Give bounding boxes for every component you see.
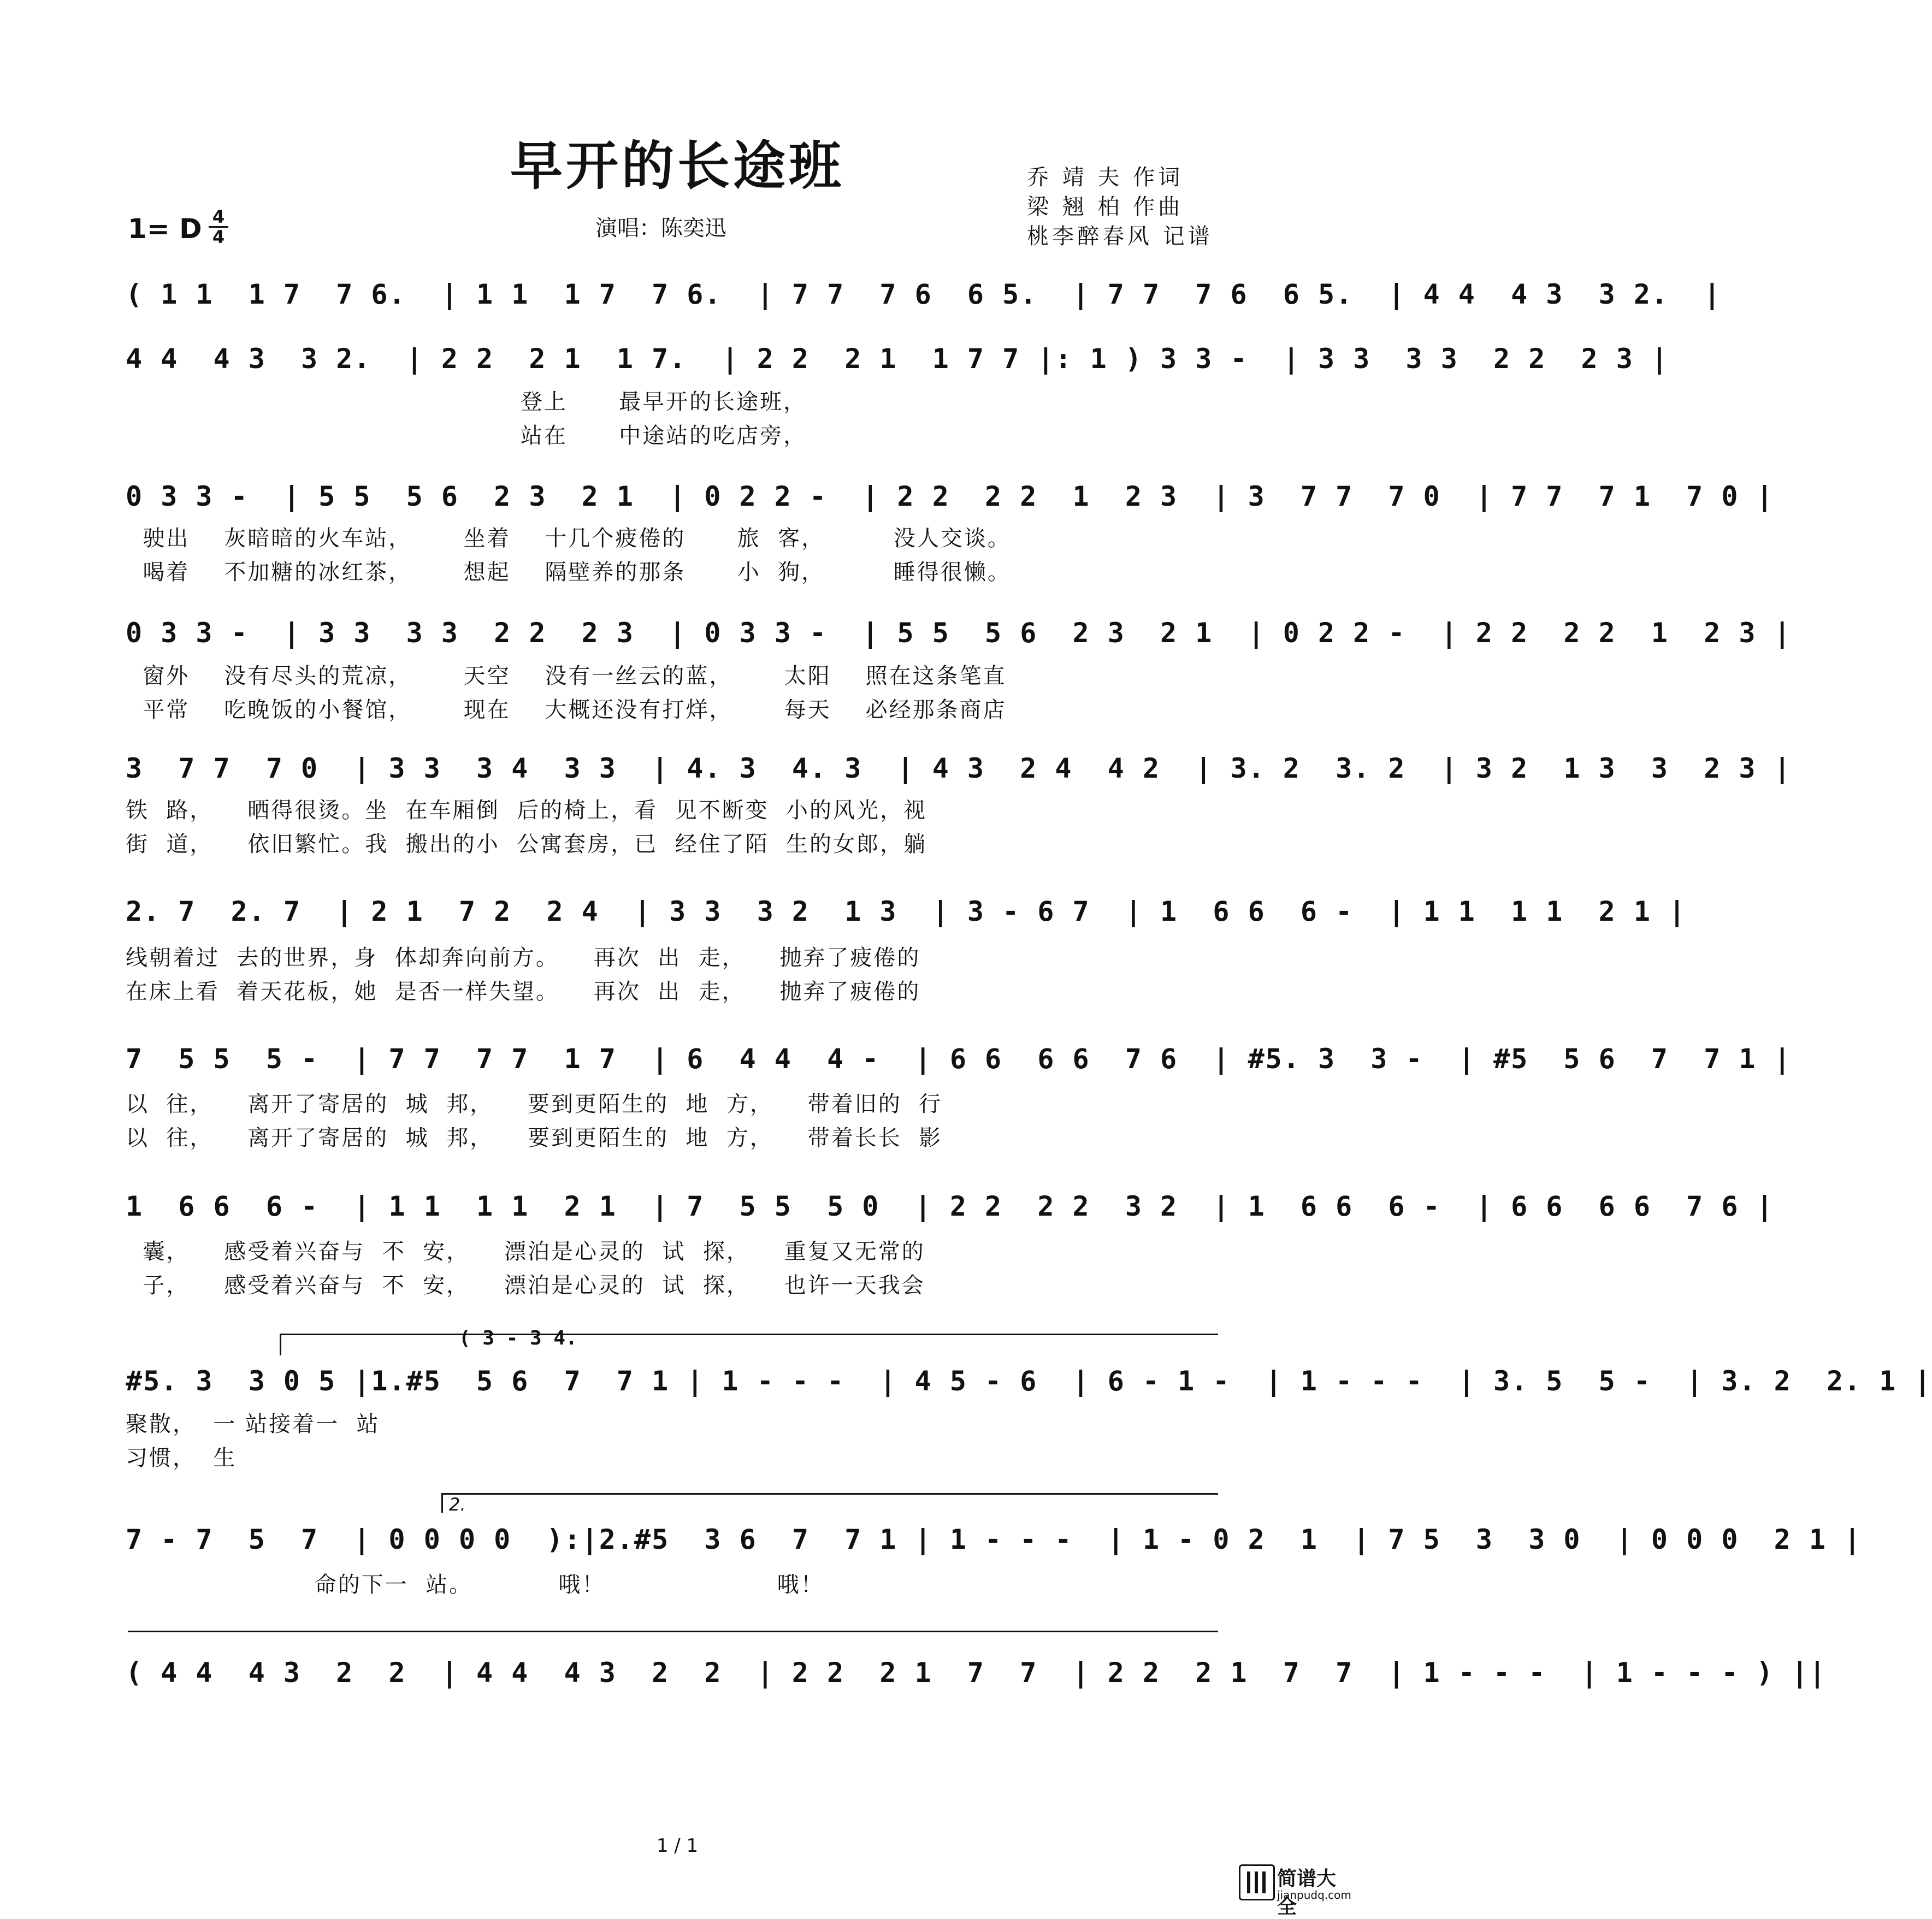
system-8 [126, 1191, 1774, 1240]
composer-credit: 梁 翘 柏 作曲 [1027, 194, 1184, 220]
lyric-line-1: 囊， 感受着兴奋与 不 安， 漂泊是心灵的 试 探， 重复又无常的 [126, 1239, 925, 1264]
system-notes: 4 4 4 3 3 2. | 2 2 2 1 1 7. | 2 2 2 1 1 7 7 |: 1 ) 3 3 - | 3 3 3 3 2 2 2 3 | [126, 343, 1669, 375]
system-notes: #5. 3 3 0 5 |1.#5 5 6 7 7 1 | 1 - - - | 4 5 - 6 | 6 - 1 - | 1 - - - | 3. 5 5 - | 3. 2 2. 1 | [126, 1365, 1932, 1397]
lyric-line-2: 子， 感受着兴奋与 不 安， 漂泊是心灵的 试 探， 也许一天我会 [126, 1273, 925, 1298]
system-7 [126, 1043, 1792, 1092]
system-notes: ( 4 4 4 3 2 2 | 4 4 4 3 2 2 | 2 2 2 1 7 7 | 2 2 2 1 7 7 | 1 - - - | 1 - - - ) || [126, 1657, 1827, 1689]
system-notes: 7 - 7 5 7 | 0 0 0 0 ):|2.#5 3 6 7 7 1 | 1 - - - | 1 - 0 2 1 | 7 5 3 3 0 | 0 0 0 2 1 | [126, 1524, 1862, 1555]
lyric-line-2: 站在 中途站的吃店旁， [126, 423, 807, 448]
volta-bracket-2 [441, 1493, 1218, 1495]
lyric-line-2: 平常 吃晚饭的小餐馆， 现在 大概还没有打烊， 每天 必经那条商店 [126, 697, 1007, 722]
system-notes: 0 3 3 - | 5 5 5 6 2 3 2 1 | 0 2 2 - | 2 2 2 2 1 2 3 | 3 7 7 7 0 | 7 7 7 1 7 0 | [126, 481, 1774, 512]
system-11 [126, 1657, 1827, 1706]
system-notes: 3 7 7 7 0 | 3 3 3 4 3 3 | 4. 3 4. 3 | 4 3 2 4 4 2 | 3. 2 3. 2 | 3 2 1 3 3 2 3 | [126, 753, 1792, 784]
system-10 [126, 1524, 1862, 1573]
logo-name: 简谱大全 [1277, 1868, 1337, 1918]
lyric-line-2: 习惯， 生 [126, 1446, 237, 1471]
system-notes: 0 3 3 - | 3 3 3 3 2 2 2 3 | 0 3 3 - | 5 5 5 6 2 3 2 1 | 0 2 2 - | 2 2 2 2 1 2 3 | [126, 617, 1792, 649]
lyric-line-1: 命的下一 站。 哦！ 哦！ [126, 1572, 824, 1597]
transcriber-credit: 桃李醉春风 记谱 [1027, 224, 1213, 249]
lyric-line-1: 线朝着过 去的世界，身 体却奔向前方。 再次 出 走， 抛弃了疲倦的 [126, 945, 921, 970]
system-6 [126, 896, 1687, 945]
volta-bracket-label: ( 3 - 3 4. [459, 1327, 577, 1349]
lyric-line-1: 窗外 没有尽头的荒凉， 天空 没有一丝云的蓝， 太阳 照在这条笔直 [126, 664, 1007, 689]
lyric-line-1: 登上 最早开的长途班， [126, 389, 807, 414]
system-notes: 1 6 6 6 - | 1 1 1 1 2 1 | 7 5 5 5 0 | 2 2 2 2 3 2 | 1 6 6 6 - | 6 6 6 6 7 6 | [126, 1191, 1774, 1222]
lyric-line-2: 以 往， 离开了寄居的 城 邦， 要到更陌生的 地 方， 带着长长 影 [126, 1126, 943, 1151]
coda-divider [128, 1631, 1218, 1632]
system-notes: 7 5 5 5 - | 7 7 7 7 1 7 | 6 4 4 4 - | 6 6 6 6 7 6 | #5. 3 3 - | #5 5 6 7 7 1 | [126, 1043, 1792, 1075]
time-signature [209, 208, 228, 246]
system-notes: 2. 7 2. 7 | 2 1 7 2 2 4 | 3 3 3 2 1 3 | 3 - 6 7 | 1 6 6 6 - | 1 1 1 1 2 1 | [126, 896, 1687, 927]
lyric-line-2: 街 道， 依旧繁忙。我 搬出的小 公寓套房，已 经住了陌 生的女郎，躺 [126, 832, 927, 857]
credits [1027, 163, 1213, 251]
page-number: 1 / 1 [656, 1835, 699, 1857]
volta-bracket-1 [280, 1334, 1218, 1335]
lyric-line-1: 铁 路， 晒得很烫。坐 在车厢倒 后的椅上，看 见不断变 小的风光，视 [126, 798, 927, 823]
site-logo [1239, 1862, 1351, 1918]
volta-bracket-2-hook [441, 1493, 443, 1513]
lyric-line-2: 喝着 不加糖的冰红茶， 想起 隔壁养的那条 小 狗， 睡得很懒。 [126, 560, 1011, 585]
meter-top: 4 [212, 206, 225, 227]
lyric-line-1: 聚散， 一 站接着一 站 [126, 1412, 380, 1437]
key-signature: 1= D [128, 213, 202, 245]
lyric-line-1: 以 往， 离开了寄居的 城 邦， 要到更陌生的 地 方， 带着旧的 行 [126, 1092, 943, 1117]
system-notes: ( 1 1 1 7 7 6. | 1 1 1 7 7 6. | 7 7 7 6 6 5. | 7 7 7 6 6 5. | 4 4 4 3 3 2. | [126, 279, 1722, 310]
system-1 [126, 279, 1722, 328]
piano-keys-icon [1239, 1864, 1275, 1900]
volta-bracket-hook [280, 1334, 281, 1355]
logo-url: jianpudq.com [1277, 1888, 1351, 1902]
song-title: 早开的长途班 [510, 135, 844, 197]
lyric-line-1: 驶出 灰暗暗的火车站， 坐着 十几个疲倦的 旅 客， 没人交谈。 [126, 526, 1011, 551]
singer-label: 演唱：陈奕迅 [595, 216, 726, 241]
second-ending-label: 2. [449, 1494, 466, 1515]
lyricist-credit: 乔 靖 夫 作词 [1027, 165, 1184, 190]
meter-bottom: 4 [209, 226, 228, 246]
lyric-line-2: 在床上看 着天花板，她 是否一样失望。 再次 出 走， 抛弃了疲倦的 [126, 979, 921, 1004]
